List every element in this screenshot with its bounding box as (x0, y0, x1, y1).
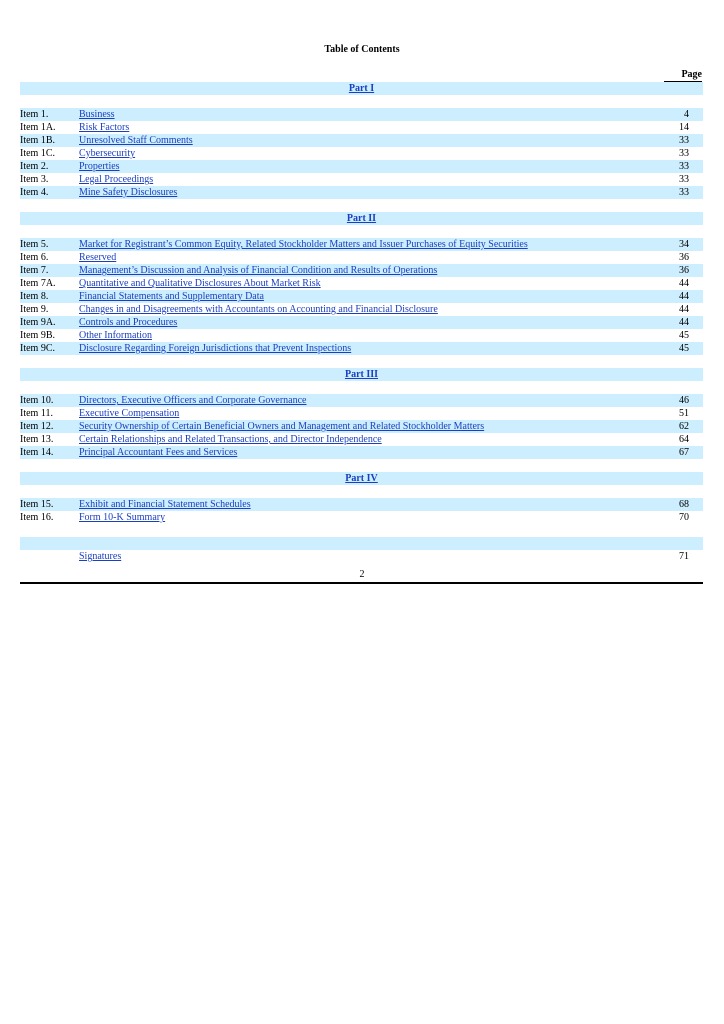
item-page: 44 (679, 291, 689, 302)
bottom-rule (20, 582, 703, 584)
item-page: 46 (679, 395, 689, 406)
toc-row (20, 160, 703, 173)
toc-row (20, 316, 703, 329)
toc-row (20, 394, 703, 407)
toc-row (20, 108, 703, 121)
item-page: 33 (679, 187, 689, 198)
signatures-link[interactable]: Signatures (79, 551, 122, 562)
item-number: Item 3. (20, 174, 49, 185)
item-page: 33 (679, 161, 689, 172)
toc-row (20, 433, 703, 446)
item-title-link[interactable]: Reserved (79, 252, 117, 263)
item-title-link[interactable]: Unresolved Staff Comments (79, 135, 193, 146)
item-number: Item 1B. (20, 135, 55, 146)
spacer-row (20, 355, 703, 368)
spacer-row (20, 95, 703, 108)
item-page: 36 (679, 252, 689, 263)
toc-row (20, 446, 703, 459)
toc-row (20, 121, 703, 134)
item-page: 51 (679, 408, 689, 419)
part-header (20, 212, 703, 225)
page-column-header: Page (664, 69, 702, 83)
item-number: Item 14. (20, 447, 54, 458)
item-page: 34 (679, 239, 689, 250)
spacer-row (20, 459, 703, 472)
part-header (20, 472, 703, 485)
spacer-row (20, 225, 703, 238)
toc-row (20, 186, 703, 199)
item-page: 44 (679, 304, 689, 315)
part-header (20, 368, 703, 381)
item-page: 45 (679, 330, 689, 341)
item-number: Item 15. (20, 499, 54, 510)
item-number: Item 1A. (20, 122, 56, 133)
item-title-link[interactable]: Mine Safety Disclosures (79, 187, 178, 198)
item-page: 67 (679, 447, 689, 458)
item-title-link[interactable]: Management’s Discussion and Analysis of Financial Condition and Results of Operations (79, 265, 438, 276)
item-page: 33 (679, 148, 689, 159)
item-page: 14 (679, 122, 689, 133)
item-title-link[interactable]: Directors, Executive Officers and Corporate Governance (79, 395, 307, 406)
toc-row (20, 498, 703, 511)
item-number: Item 13. (20, 434, 54, 445)
spacer-row (20, 485, 703, 498)
spacer-row (20, 381, 703, 394)
page-number: 2 (359, 569, 365, 580)
toc-row (20, 420, 703, 433)
item-number: Item 16. (20, 512, 54, 523)
item-title-link[interactable]: Exhibit and Financial Statement Schedules (79, 499, 251, 510)
toc-row (20, 342, 703, 355)
toc-row (20, 147, 703, 160)
spacer-row (20, 524, 703, 537)
item-page: 62 (679, 421, 689, 432)
item-number: Item 9A. (20, 317, 56, 328)
toc-row (20, 550, 703, 563)
item-page: 33 (679, 135, 689, 146)
item-page: 36 (679, 265, 689, 276)
item-title-link[interactable]: Legal Proceedings (79, 174, 154, 185)
toc-row (20, 303, 703, 316)
item-number: Item 1. (20, 109, 49, 120)
toc-row (20, 407, 703, 420)
item-page: 70 (679, 512, 689, 523)
item-number: Item 9C. (20, 343, 55, 354)
item-title-link[interactable]: Executive Compensation (79, 408, 180, 419)
part-header (20, 82, 703, 95)
item-title-link[interactable]: Disclosure Regarding Foreign Jurisdictions that Prevent Inspections (79, 343, 352, 354)
item-number: Item 10. (20, 395, 54, 406)
item-title-link[interactable]: Principal Accountant Fees and Services (79, 447, 238, 458)
item-page: 45 (679, 343, 689, 354)
part-link[interactable]: Part II (346, 213, 377, 224)
item-title-link[interactable]: Risk Factors (79, 122, 130, 133)
toc-row (20, 264, 703, 277)
item-title-link[interactable]: Form 10-K Summary (79, 512, 166, 523)
toc-row (20, 329, 703, 342)
item-number: Item 8. (20, 291, 49, 302)
spacer-row (20, 199, 703, 212)
signatures-page: 71 (679, 551, 689, 562)
item-title-link[interactable]: Quantitative and Qualitative Disclosures About Market Risk (79, 278, 321, 289)
item-title-link[interactable]: Certain Relationships and Related Transactions, and Director Independence (79, 434, 382, 445)
item-title-link[interactable]: Security Ownership of Certain Beneficial Owners and Management and Related Stockholder Matters (79, 421, 485, 432)
toc-row (20, 277, 703, 290)
item-page: 68 (679, 499, 689, 510)
item-title-link[interactable]: Cybersecurity (79, 148, 136, 159)
item-page: 44 (679, 317, 689, 328)
item-title-link[interactable]: Changes in and Disagreements with Accountants on Accounting and Financial Disclosure (79, 304, 438, 315)
table-of-contents (20, 82, 703, 563)
page-title: Table of Contents (324, 44, 400, 55)
toc-row (20, 290, 703, 303)
item-title-link[interactable]: Properties (79, 161, 120, 172)
toc-row (20, 511, 703, 524)
part-link[interactable]: Part III (344, 369, 379, 380)
item-number: Item 5. (20, 239, 49, 250)
part-link[interactable]: Part I (348, 83, 375, 94)
part-link[interactable]: Part IV (345, 473, 378, 484)
item-title-link[interactable]: Financial Statements and Supplementary Data (79, 291, 264, 302)
item-number: Item 7A. (20, 278, 56, 289)
toc-row (20, 238, 703, 251)
item-number: Item 9B. (20, 330, 55, 341)
spacer-row (20, 537, 703, 550)
item-page: 4 (684, 109, 689, 120)
item-number: Item 7. (20, 265, 49, 276)
item-title-link[interactable]: Market for Registrant’s Common Equity, Related Stockholder Matters and Issuer Purchases of Equity Securities (79, 239, 528, 250)
item-number: Item 6. (20, 252, 49, 263)
item-number: Item 9. (20, 304, 49, 315)
toc-row (20, 134, 703, 147)
item-title-link[interactable]: Business (79, 109, 115, 120)
item-number: Item 4. (20, 187, 49, 198)
item-number: Item 2. (20, 161, 49, 172)
item-page: 33 (679, 174, 689, 185)
item-number: Item 12. (20, 421, 54, 432)
item-number: Item 11. (20, 408, 53, 419)
item-number: Item 1C. (20, 148, 55, 159)
item-title-link[interactable]: Other Information (79, 330, 153, 341)
toc-row (20, 251, 703, 264)
item-page: 44 (679, 278, 689, 289)
item-page: 64 (679, 434, 689, 445)
item-title-link[interactable]: Controls and Procedures (79, 317, 178, 328)
toc-row (20, 173, 703, 186)
